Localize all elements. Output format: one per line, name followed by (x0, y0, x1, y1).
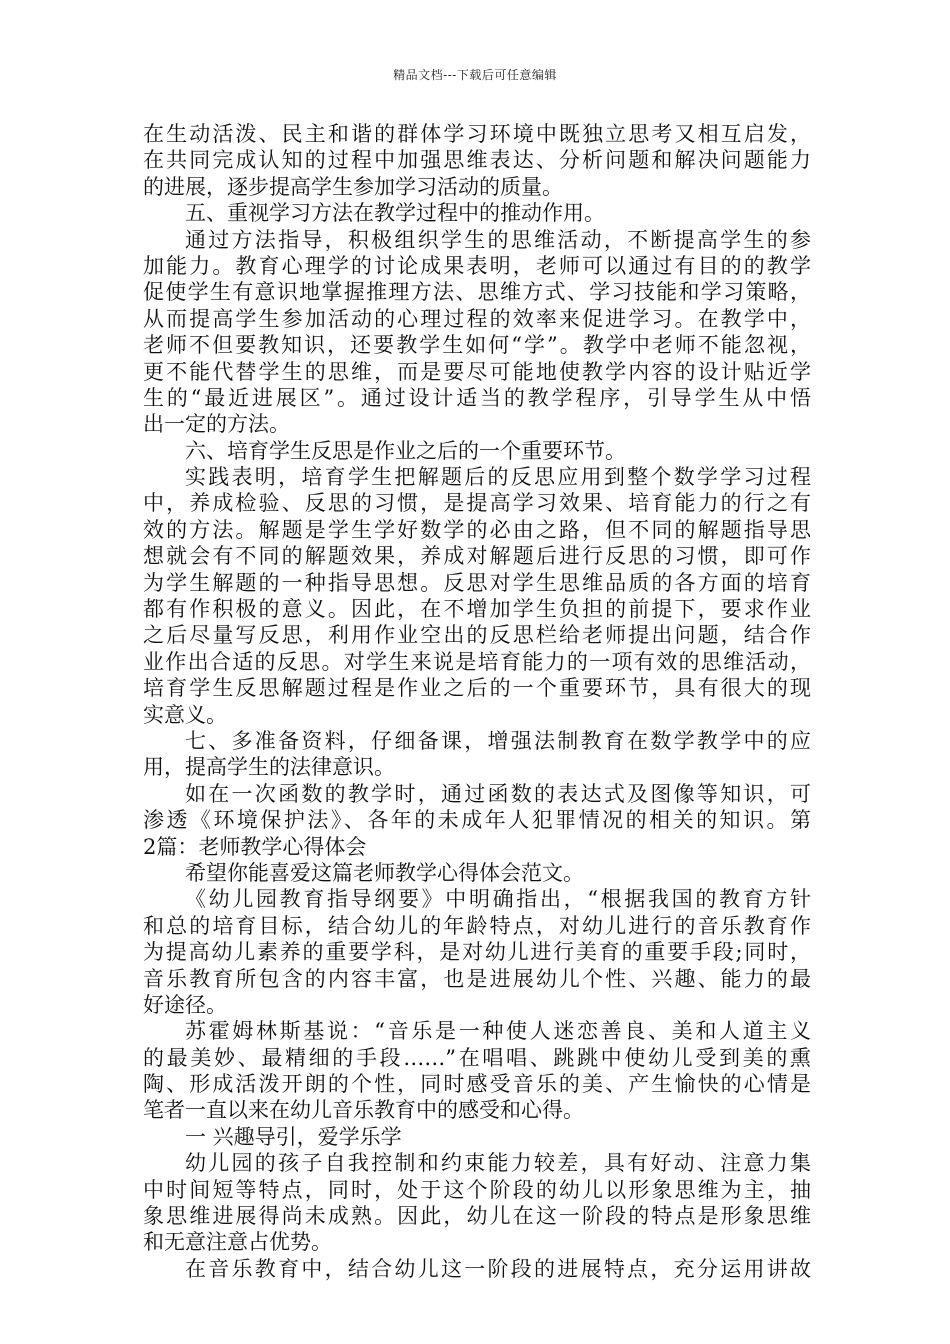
text-line: 希望你能喜爱这篇老师教学心得体会范文。 (185, 860, 584, 885)
text-line: 《幼儿园教育指导纲要》中明确指出，“根据我国的教育方针 (185, 887, 811, 912)
text-line: 实意义。 (143, 702, 227, 727)
text-line: 中时间短等特点，同时，处于这个阶段的幼儿以形象思维为主，抽 (143, 1177, 811, 1202)
text-line: 出一定的方法。 (143, 412, 290, 437)
text-line: 通过方法指导，积极组织学生的思维活动，不断提高学生的参 (185, 227, 811, 252)
text-line: 促使学生有意识地掌握推理方法、思维方式、学习技能和学习策略， (143, 280, 811, 305)
page-header: 精品文档---下载后可任意编辑 (393, 68, 557, 82)
text-line: 苏霍姆林斯基说：“音乐是一种使人迷恋善良、美和人道主义 (185, 1019, 811, 1044)
text-line: 陶、形成活泼开朗的个性，同时感受音乐的美、产生愉快的心情是 (143, 1072, 811, 1097)
text-line: 音乐教育所包含的内容丰富，也是进展幼儿个性、兴趣、能力的最 (143, 966, 811, 991)
text-line: 一 兴趣导引，爱学乐学 (185, 1124, 402, 1149)
text-line: 笔者一直以来在幼儿音乐教育中的感受和心得。 (143, 1098, 584, 1123)
text-line: 中，养成检验、反思的习惯，是提高学习效果、培育能力的行之有 (143, 491, 811, 516)
text-line: 2篇：老师教学心得体会 (143, 834, 367, 859)
text-line: 加能力。教育心理学的讨论成果表明，老师可以通过有目的的教学 (143, 253, 811, 278)
text-line: 培育学生反思解题过程是作业之后的一个重要环节，具有很大的现 (143, 676, 811, 701)
text-line: 渗透《环境保护法》、各年的未成年人犯罪情况的相关的知识。第 (143, 808, 811, 833)
text-line: 在音乐教育中，结合幼儿这一阶段的进展特点，充分运用讲故 (185, 1256, 811, 1281)
text-line: 从而提高学生参加活动的心理过程的效率来促进学习。在教学中， (143, 306, 811, 331)
text-line: 用，提高学生的法律意识。 (143, 755, 395, 780)
text-line: 五、重视学习方法在教学过程中的推动作用。 (185, 201, 605, 226)
text-line: 为学生解题的一种指导思想。反思对学生思维品质的各方面的培育 (143, 570, 811, 595)
text-line: 的进展，逐步提高学生参加学习活动的质量。 (143, 174, 563, 199)
text-line: 的最美妙、最精细的手段……”在唱唱、跳跳中使幼儿受到美的熏 (143, 1045, 811, 1070)
text-line: 和总的培育目标，结合幼儿的年龄特点，对幼儿进行的音乐教育作 (143, 913, 811, 938)
document-body (143, 121, 811, 1282)
text-line: 生的“最近进展区”。通过设计适当的教学程序，引导学生从中悟 (143, 385, 811, 410)
text-line: 想就会有不同的解题效果，养成对解题后进行反思的习惯，即可作 (143, 544, 811, 569)
text-line: 业作出合适的反思。对学生来说是培育能力的一项有效的思维活动， (143, 649, 811, 674)
text-line: 老师不但要教知识，还要教学生如何“学”。教学中老师不能忽视， (143, 333, 811, 358)
text-line: 在生动活泼、民主和谐的群体学习环境中既独立思考又相互启发， (143, 122, 811, 146)
text-line: 实践表明，培育学生把解题后的反思应用到整个数学学习过程 (185, 465, 811, 490)
text-line: 六、培育学生反思是作业之后的一个重要环节。 (185, 438, 626, 463)
text-line: 都有作积极的意义。因此，在不增加学生负担的前提下，要求作业 (143, 597, 811, 622)
text-line: 如在一次函数的教学时，通过函数的表达式及图像等知识，可 (185, 781, 811, 806)
text-line: 之后尽量写反思，利用作业空出的反思栏给老师提出问题，结合作 (143, 623, 811, 648)
text-line: 更不能代替学生的思维，而是要尽可能地使教学内容的设计贴近学 (143, 359, 811, 384)
text-line: 幼儿园的孩子自我控制和约束能力较差，具有好动、注意力集 (185, 1151, 811, 1176)
text-line: 七、多准备资料，仔细备课，增强法制教育在数学教学中的应 (185, 728, 811, 753)
text-line: 为提高幼儿素养的重要学科，是对幼儿进行美育的重要手段;同时， (143, 940, 811, 965)
text-line: 效的方法。解题是学生学好数学的必由之路，但不同的解题指导思 (143, 517, 811, 542)
text-line: 好途径。 (143, 992, 227, 1017)
text-line: 在共同完成认知的过程中加强思维表达、分析问题和解决问题能力 (143, 148, 811, 173)
text-line: 和无意注意占优势。 (143, 1230, 332, 1255)
text-line: 象思维进展得尚未成熟。因此，幼儿在这一阶段的特点是形象思维 (143, 1204, 811, 1229)
